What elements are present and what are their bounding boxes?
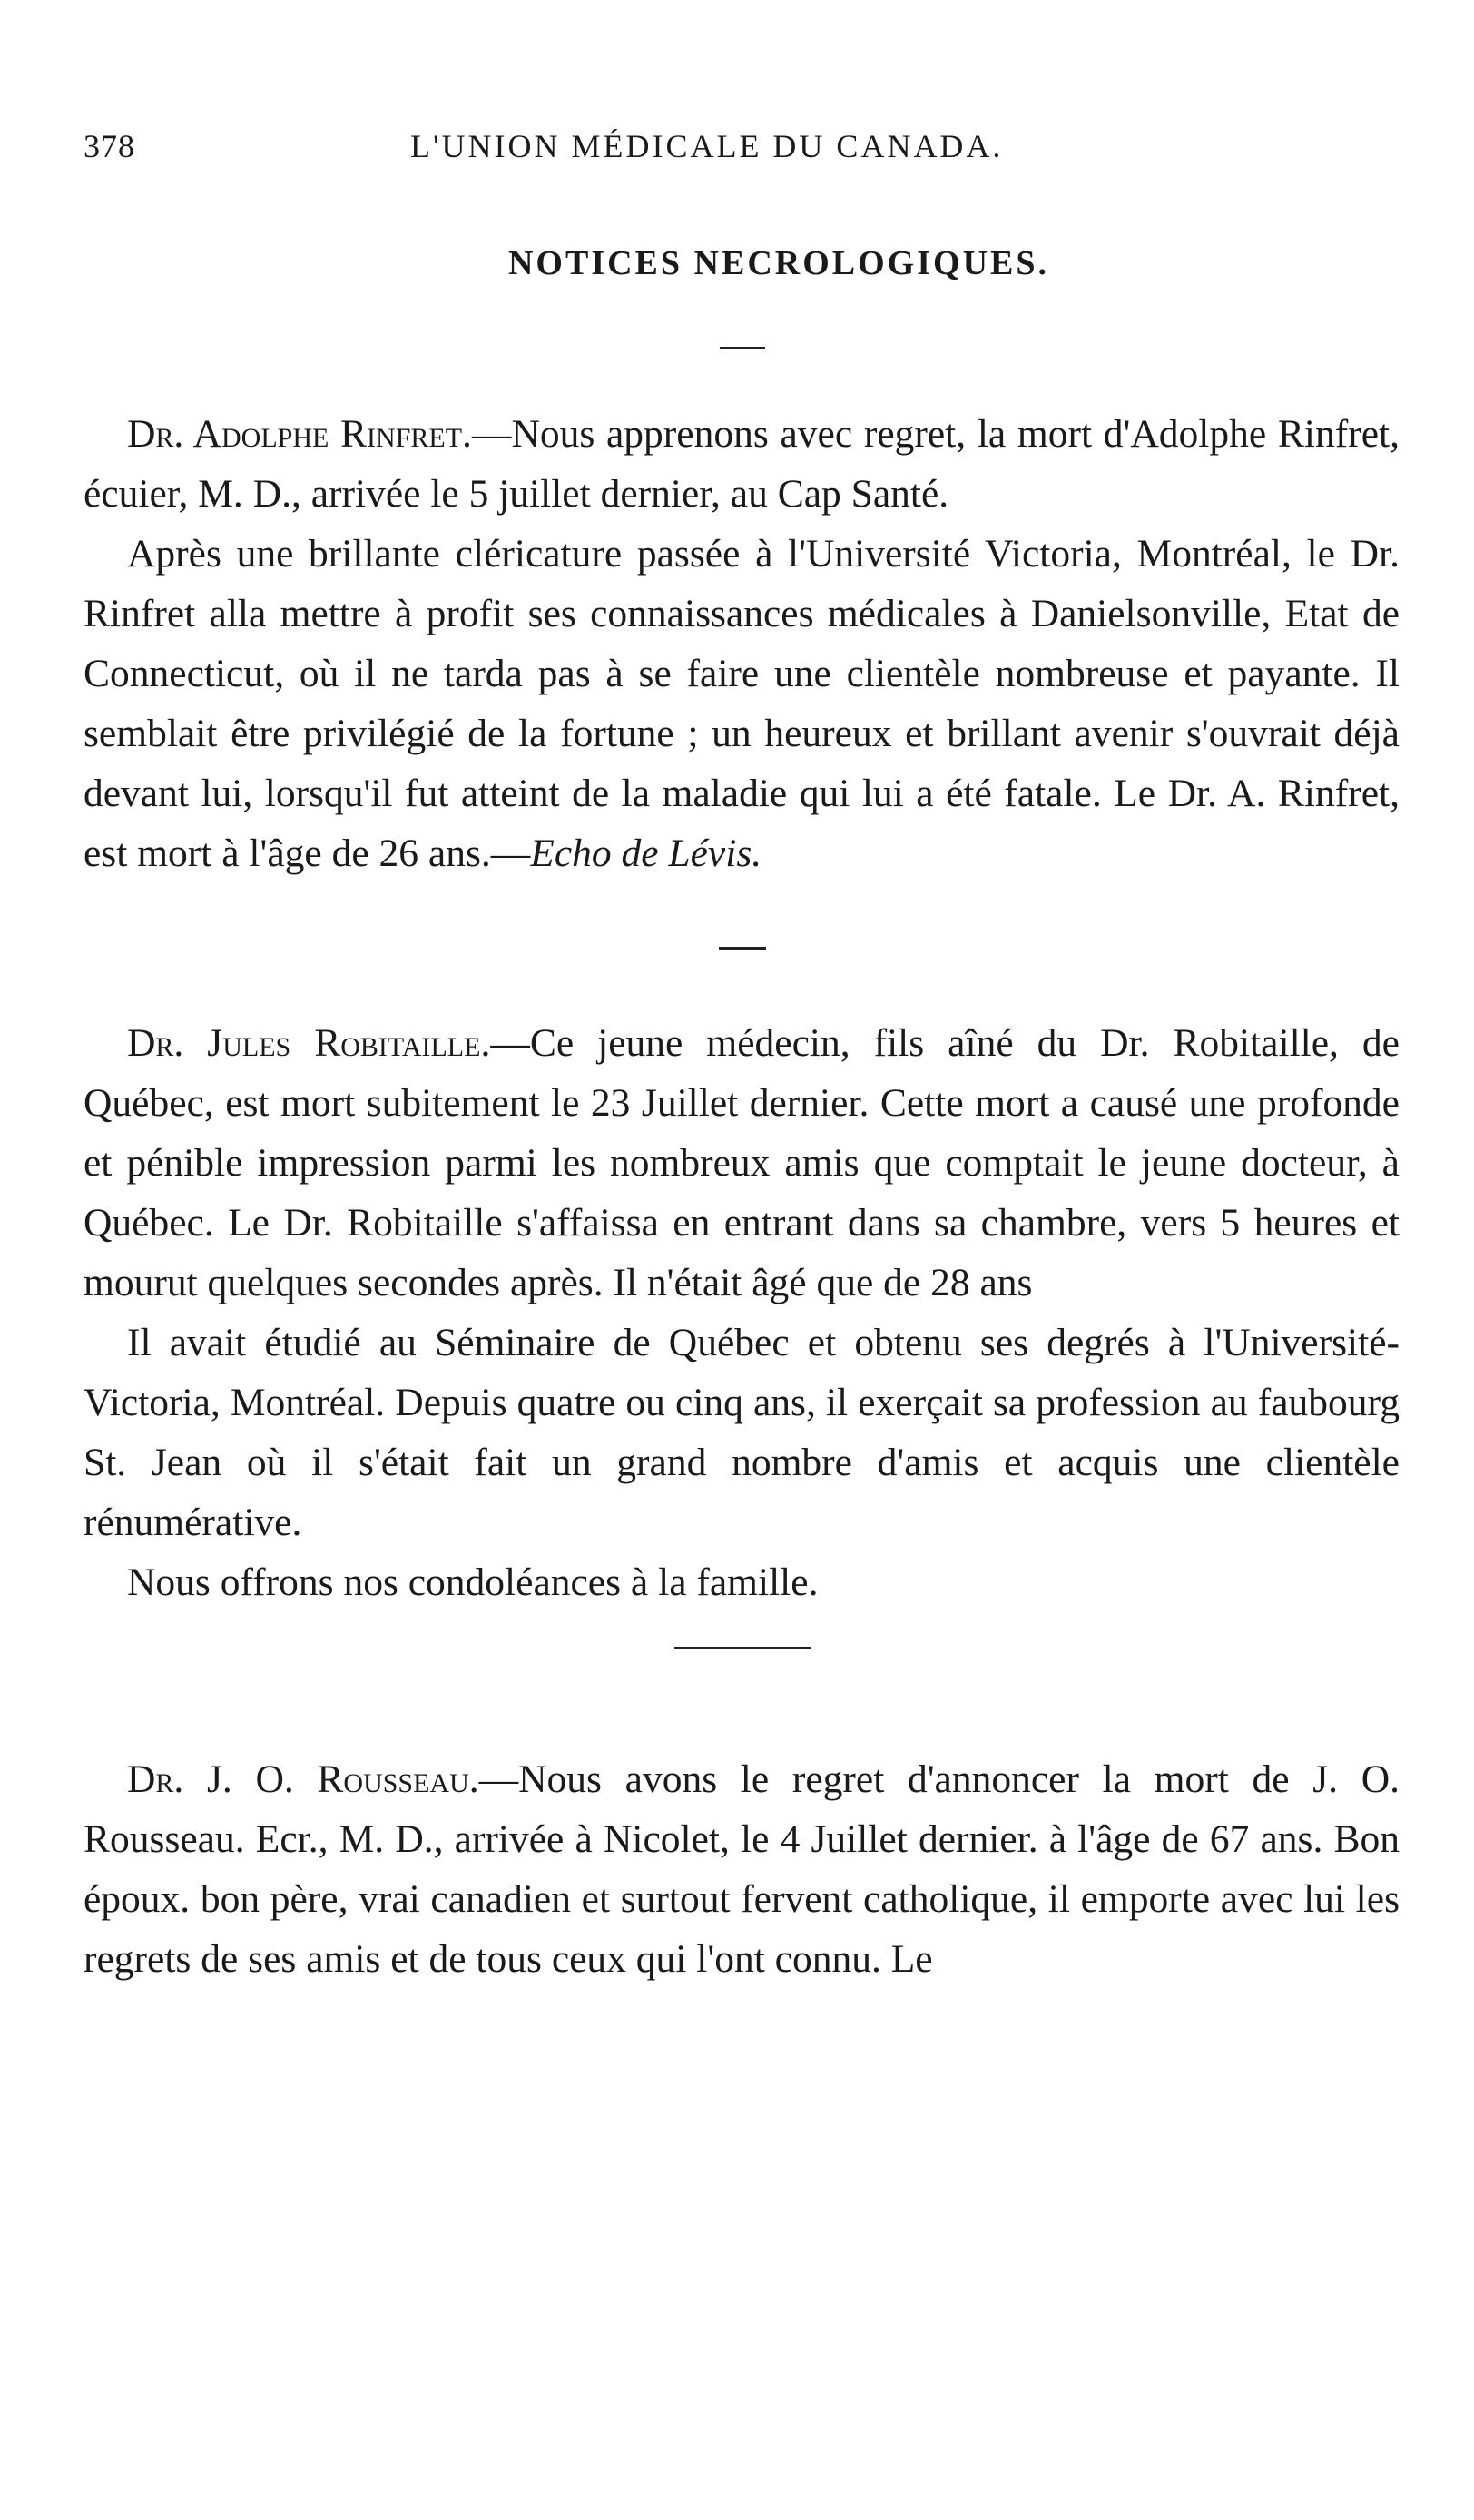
divider-rule xyxy=(719,947,766,950)
obituary-notice-rinfret xyxy=(84,404,1401,883)
notice-text: —Ce jeune médecin, fils aîné du Dr. Robitaille, de Québec, est mort subitement le 23 Juillet dernier. Cette mort a causé une profonde et pénible impression parmi les nombreux amis que comptait le jeune docteur, à Québec. Le Dr. Robitaille s'affaissa en entrant dans sa chambre, vers 5 heures et mourut quelques secondes après. Il n'était âgé que de 28 ans xyxy=(84,1021,1400,1304)
notice-text: —Nous avons le regret d'annoncer la mort de J. O. Rousseau. Ecr., M. D., arrivée à Nicolet, le 4 Juillet dernier. à l'âge de 67 ans. Bon époux. bon père, vrai canadien et surtout fervent catholique, il emporte avec lui les regrets de ses amis et de tous ceux qui l'ont connu. Le xyxy=(84,1757,1400,1981)
divider-rule xyxy=(674,1647,811,1649)
notice-paragraph xyxy=(84,524,1400,883)
divider-rule xyxy=(720,347,765,349)
notice-paragraph xyxy=(84,1313,1400,1552)
notice-text: Il avait étudié au Séminaire de Québec et obtenu ses degrés à l'Université-Victoria, Montréal. Depuis quatre ou cinq ans, il exerçait sa profession au faubourg St. Jean où il s'était fait un grand nombre d'amis et acquis une clientèle rénumérative. xyxy=(84,1321,1400,1544)
notice-text: Nous offrons nos condoléances à la famille. xyxy=(127,1560,819,1604)
deceased-name: Dr. J. O. Rousseau. xyxy=(127,1757,479,1801)
obituary-notice-robitaille xyxy=(84,1013,1401,1612)
page-number: 378 xyxy=(84,128,135,164)
deceased-name: Dr. Adolphe Rinfret. xyxy=(127,412,472,456)
notice-paragraph xyxy=(84,1013,1400,1313)
notice-text: —Nous apprenons avec regret, la mort d'Adolphe Rinfret, écuier, M. D., arrivée le 5 juillet dernier, au Cap Santé. xyxy=(84,412,1400,516)
deceased-name: Dr. Jules Robitaille. xyxy=(127,1021,491,1065)
obituary-notice-rousseau xyxy=(84,1749,1401,1989)
notice-paragraph xyxy=(84,1749,1400,1989)
notice-paragraph xyxy=(84,404,1400,524)
section-title: NOTICES NECROLOGIQUES. xyxy=(507,244,1049,282)
journal-title: L'UNION MÉDICALE DU CANADA. xyxy=(410,128,1004,164)
notice-paragraph xyxy=(84,1552,1400,1612)
running-head xyxy=(84,127,1401,191)
source-citation: Echo de Lévis. xyxy=(530,832,762,875)
notice-text: Après une brillante cléricature passée à l'Université Victoria, Montréal, le Dr. Rinfret alla mettre à profit ses connaissances médicales à Danielsonville, Etat de Connecticut, où il ne tarda pas à se faire une clientèle nombreuse et payante. Il semblait être privilégié de la fortune ; un heureux et brillant avenir s'ouvrait déjà devant lui, lorsqu'il fut atteint de la maladie qui lui a été fatale. Le Dr. A. Rinfret, est mort à l'âge de 26 ans.— xyxy=(84,532,1400,875)
